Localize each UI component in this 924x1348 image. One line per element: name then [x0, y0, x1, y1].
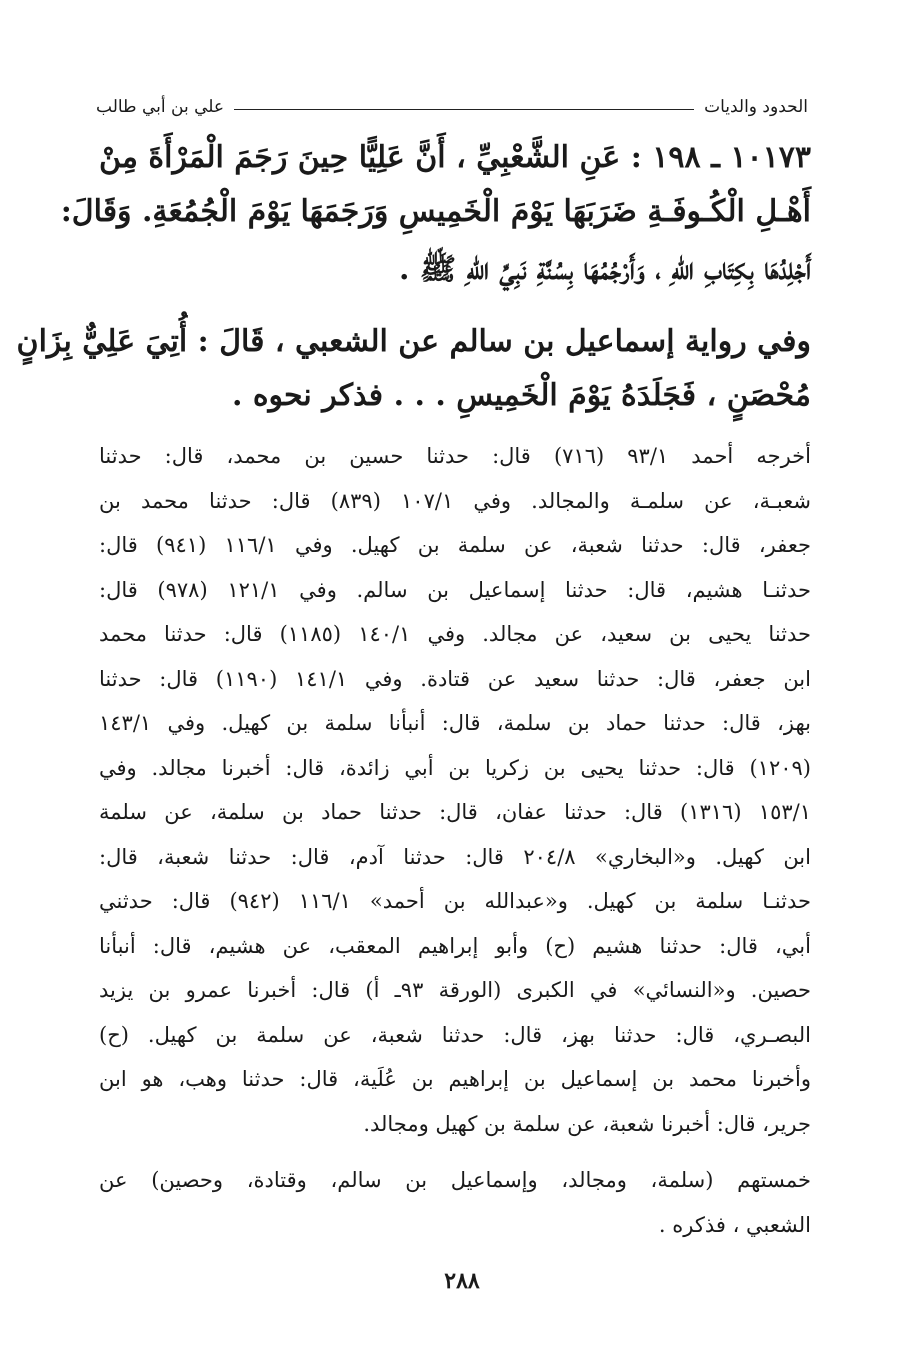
note-line: البصـري، قال: حدثنا بهز، قال: حدثنا شعبة، عن سلمة بن كهيل. (ح): [99, 1023, 811, 1047]
note-line: بهز، قال: حدثنا حماد بن سلمة، قال: أنبأنا سلمة بن كهيل. وفي ١٤٣/١: [99, 711, 811, 735]
note-line: حدثنـا سلمة بن كهيل. و«عبدالله بن أحمد» ١١٦/١ (٩٤٢) قال: حدثني: [99, 889, 811, 913]
chapter-title: الحدود والديات: [704, 97, 808, 117]
header-rule: [234, 109, 694, 110]
page-number: ٢٨٨: [444, 1268, 480, 1294]
note-line: جرير، قال: أخبرنا شعبة، عن سلمة بن كهيل ومجالد.: [363, 1112, 811, 1136]
note-line: خمستهم (سلمة، ومجالد، وإسماعيل بن سالم، وقتادة، وحصين) عن: [99, 1168, 811, 1192]
note-line: ابن كهيل. و«البخاري» ٢٠٤/٨ قال: حدثنا آدم، قال: حدثنا شعبة، قال:: [99, 845, 811, 869]
hadith-line: ١٠١٧٣ ـ ١٩٨ : عَنِ الشَّعْبِيِّ ، أَنَّ عَلِيًّا حِينَ رَجَمَ الْمَرْأَةَ مِنْ: [99, 140, 811, 175]
note-line: ١٥٣/١ (١٣١٦) قال: حدثنا عفان، قال: حدثنا حماد بن سلمة، عن سلمة: [99, 800, 811, 824]
hadith-line: أَجْلِدُهَا بِكِتَابِ اللهِ ، وَأَرْجُمُهَا بِسُنَّةِ نَبِيِّ اللهِ ﷺ .: [398, 252, 811, 287]
note-line: أخرجه أحمد ٩٣/١ (٧١٦) قال: حدثنا حسين بن محمد، قال: حدثنا: [99, 444, 811, 468]
note-line: حدثنـا هشيم، قال: حدثنا إسماعيل بن سالم. وفي ١٢١/١ (٩٧٨) قال:: [99, 578, 811, 602]
book-title: علي بن أبي طالب: [96, 97, 225, 117]
note-line: حصين. و«النسائي» في الكبرى (الورقة ٩٣ـ أ) قال: أخبرنا عمرو بن يزيد: [99, 978, 811, 1002]
note-line: حدثنا يحيى بن سعيد، عن مجالد. وفي ١٤٠/١ (١١٨٥) قال: حدثنا محمد: [99, 622, 811, 646]
note-line: وأخبرنا محمد بن إسماعيل بن إبراهيم بن عُلَية، قال: حدثنا وهب، هو ابن: [99, 1067, 811, 1091]
note-line: شعبـة، عن سلمـة والمجالد. وفي ١٠٧/١ (٨٣٩) قال: حدثنا محمد بن: [99, 489, 811, 513]
hadith-line: مُحْصَنٍ ، فَجَلَدَهُ يَوْمَ الْخَمِيسِ . . . فذكر نحوه .: [231, 378, 811, 413]
note-line: ابن جعفر، قال: حدثنا سعيد عن قتادة. وفي ١٤١/١ (١١٩٠) قال: حدثنا: [99, 667, 811, 691]
note-line: جعفر، قال: حدثنا شعبة، عن سلمة بن كهيل. وفي ١١٦/١ (٩٤١) قال:: [99, 533, 812, 557]
hadith-line: أَهْـلِ الْكُـوفَـةِ ضَرَبَهَا يَوْمَ الْخَمِيسِ وَرَجَمَهَا يَوْمَ الْجُمُعَةِ. وَقَالَ:: [60, 194, 811, 229]
note-line: الشعبي ، فذكره .: [658, 1213, 811, 1237]
note-line: أبي، قال: حدثنا هشيم (ح) وأبو إبراهيم المعقب، عن هشيم، قال: أنبأنا: [99, 934, 811, 958]
hadith-line: وفي رواية إسماعيل بن سالم عن الشعبي ، قَالَ : أُتِيَ عَلِيٌّ بِزَانٍ: [16, 324, 811, 359]
running-header: [96, 92, 808, 122]
note-line: (١٢٠٩) قال: حدثنا يحيى بن زكريا بن أبي زائدة، قال: أخبرنا مجالد. وفي: [99, 756, 811, 780]
